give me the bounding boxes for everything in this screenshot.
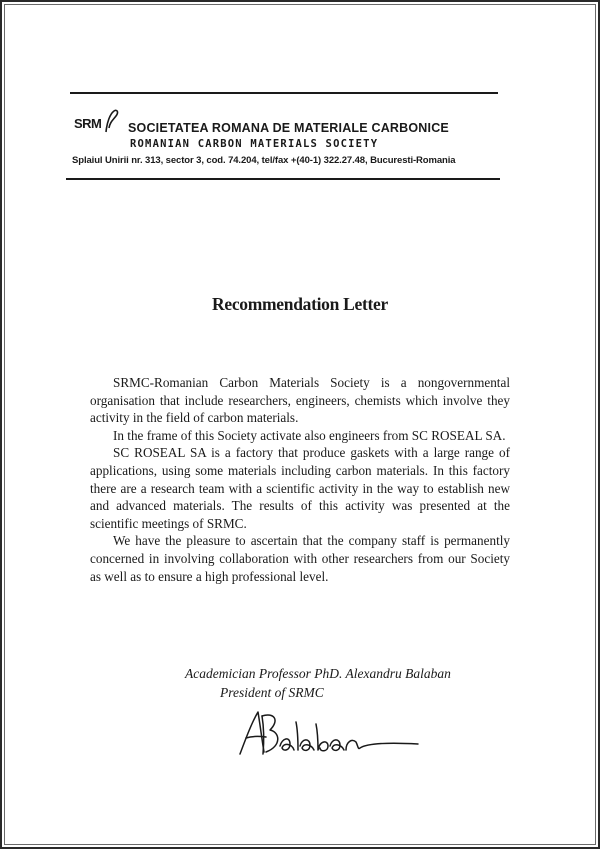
org-name-romanian: SOCIETATEA ROMANA DE MATERIALE CARBONICE <box>128 121 449 135</box>
org-name-english: ROMANIAN CARBON MATERIALS SOCIETY <box>130 138 379 150</box>
body-paragraph: SRMC-Romanian Carbon Materials Society is a nongovernmental organisation that include researchers, engineers, chemists which involve they activity in the field of carbon materials. <box>90 375 510 426</box>
letter-title: Recommendation Letter <box>212 294 388 314</box>
srmc-logo <box>74 112 126 136</box>
logo-mark-icon <box>104 108 120 134</box>
letterhead-bottom-rule <box>66 178 500 180</box>
signature-block <box>185 664 451 702</box>
body-paragraph: SC ROSEAL SA is a factory that produce gaskets with a large range of applications, using some materials including carbon materials. In this factory there are a research team with a scientific activity in the way to establish new and advanced materials. The results of this activity was presented at the scientific meetings of SRMC. <box>90 445 510 531</box>
signatory-title: President of SRMC <box>220 685 324 700</box>
logo-text: SRM <box>74 116 102 131</box>
org-address: Splaiul Unirii nr. 313, sector 3, cod. 74.204, tel/fax +(40-1) 322.27.48, Bucuresti-Romania <box>72 155 456 166</box>
handwritten-signature <box>232 706 422 766</box>
body-paragraph: In the frame of this Society activate also engineers from SC ROSEAL SA. <box>113 427 506 443</box>
letterhead-top-rule <box>70 92 498 94</box>
signatory-name: Academician Professor PhD. Alexandru Balaban <box>185 666 451 681</box>
letter-body <box>90 374 510 585</box>
body-paragraph: We have the pleasure to ascertain that the company staff is permanently concerned in involving collaboration with other researchers from our Society as well as to ensure a high professional level. <box>90 533 510 584</box>
